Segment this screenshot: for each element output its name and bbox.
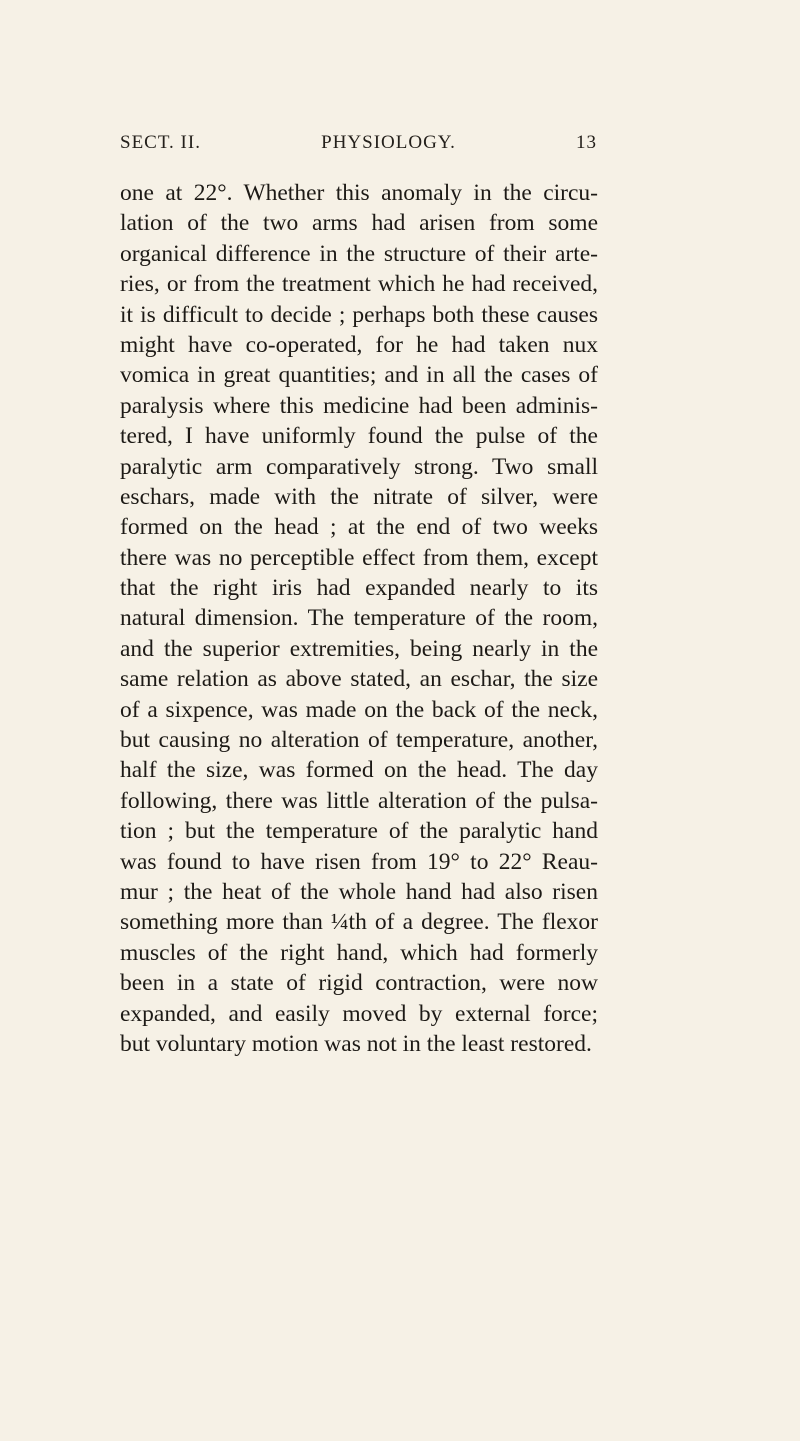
text-line: mur ; the heat of the whole hand had also risen [120,878,598,905]
text-line: half the size, was formed on the head. The day [120,757,598,784]
text-line: but voluntary motion was not in the least restored. [120,1030,592,1057]
text-line: eschars, made with the nitrate of silver, were [120,483,598,510]
text-line: it is difficult to decide ; perhaps both these causes [120,301,598,328]
text-line: lation of the two arms had arisen from some [120,210,598,237]
text-line: organical difference in the structure of their arte- [120,240,598,267]
text-line: natural dimension. The temperature of the room, [120,605,598,632]
text-line: but causing no alteration of temperature, another, [120,727,598,754]
text-line: tered, I have uniformly found the pulse of the [120,423,598,450]
text-line: paralytic arm comparatively strong. Two small [120,453,598,480]
text-line: something more than ¼th of a degree. The flexor [120,909,598,936]
text-line: vomica in great quantities; and in all the cases of [120,362,598,389]
running-head [120,130,597,156]
running-title: PHYSIOLOGY. [321,132,456,153]
text-line: there was no perceptible effect from them, except [120,544,598,571]
text-line: was found to have risen from 19° to 22° Reau- [120,848,598,875]
text-line: of a sixpence, was made on the back of the neck, [120,696,598,723]
text-line: same relation as above stated, an eschar, the size [120,666,598,693]
page-number: 13 [576,132,597,153]
text-line: muscles of the right hand, which had formerly [120,939,598,966]
body-paragraph [120,178,598,1059]
text-line: might have co-operated, for he had taken nux [120,331,598,358]
section-label: SECT. II. [120,132,201,153]
text-line: been in a state of rigid contraction, were now [120,970,598,997]
text-line: expanded, and easily moved by external force; [120,1000,598,1027]
text-line: that the right iris had expanded nearly to its [120,575,598,602]
text-line: formed on the head ; at the end of two weeks [120,514,598,541]
text-line: and the superior extremities, being nearly in the [120,635,598,662]
text-line: paralysis where this medicine had been adminis- [120,392,598,419]
text-line: one at 22°. Whether this anomaly in the circu- [120,180,598,206]
text-line: ries, or from the treatment which he had received, [120,271,598,298]
text-line: following, there was little alteration of the pulsa- [120,787,598,814]
text-line: tion ; but the temperature of the paralytic hand [120,818,598,845]
